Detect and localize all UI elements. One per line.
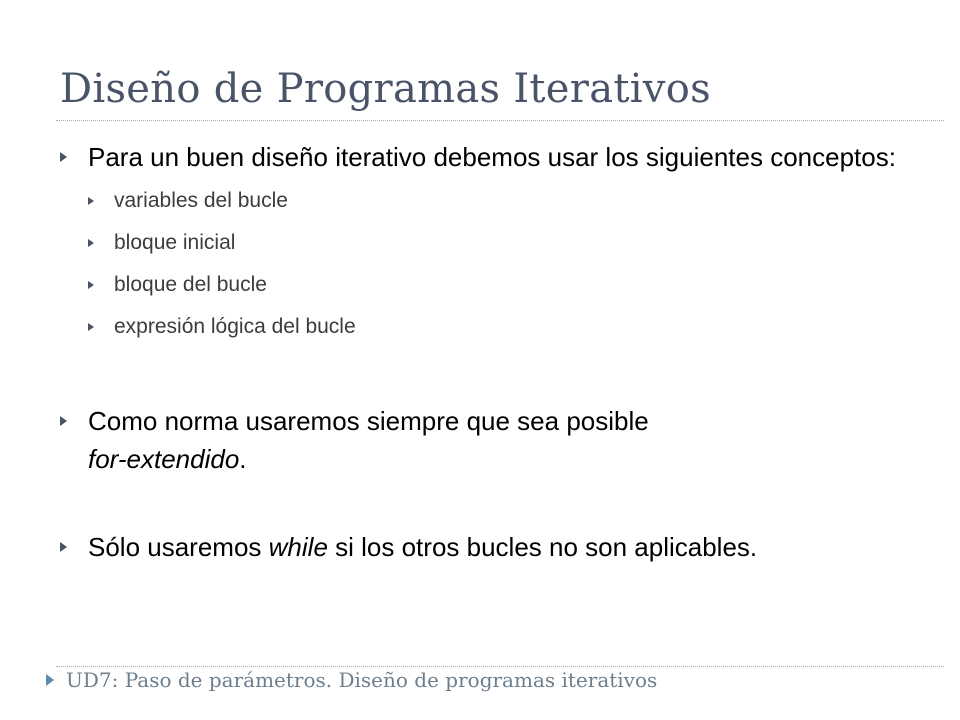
sub-bullet-text: variables del bucle bbox=[114, 189, 288, 212]
bullet-text: Para un buen diseño iterativo debemos usar los siguientes conceptos: bbox=[88, 142, 896, 172]
slide-content bbox=[58, 138, 938, 566]
footer-text: UD7: Paso de parámetros. Diseño de programas iterativos bbox=[66, 668, 658, 692]
sub-bullet bbox=[86, 270, 938, 300]
triangle-bullet-icon bbox=[58, 138, 88, 176]
bullet-text-end: . bbox=[239, 444, 247, 474]
footer bbox=[46, 668, 657, 692]
triangle-bullet-icon bbox=[58, 528, 88, 566]
sub-bullet-text: bloque inicial bbox=[114, 231, 236, 254]
bullet-text-italic: while bbox=[268, 532, 328, 562]
triangle-bullet-icon bbox=[86, 186, 114, 216]
bullet-while bbox=[58, 528, 938, 566]
footer-divider bbox=[56, 666, 944, 667]
slide-title: Diseño de Programas Iterativos bbox=[60, 66, 711, 112]
bullet-text-main: Sólo usaremos bbox=[88, 532, 262, 562]
triangle-bullet-icon bbox=[58, 402, 88, 440]
bullet-for-extendido bbox=[58, 402, 938, 478]
triangle-bullet-icon bbox=[86, 270, 114, 300]
bullet-text bbox=[88, 402, 649, 478]
triangle-bullet-icon bbox=[86, 228, 114, 258]
title-divider bbox=[56, 120, 944, 121]
sub-bullet-text: expresión lógica del bucle bbox=[114, 315, 356, 338]
bullet-text bbox=[88, 528, 757, 566]
bullet-text-main: Como norma usaremos siempre que sea posible bbox=[88, 406, 649, 436]
footer-triangle-icon bbox=[46, 674, 54, 686]
sub-bullet-text: bloque del bucle bbox=[114, 273, 267, 296]
concepts-sublist bbox=[86, 186, 938, 342]
sub-bullet bbox=[86, 312, 938, 342]
triangle-bullet-icon bbox=[86, 312, 114, 342]
bullet-concepts bbox=[58, 138, 938, 176]
bullet-text-italic: for-extendido bbox=[88, 444, 240, 474]
bullet-text-end: si los otros bucles no son aplicables. bbox=[335, 532, 758, 562]
sub-bullet bbox=[86, 186, 938, 216]
sub-bullet bbox=[86, 228, 938, 258]
